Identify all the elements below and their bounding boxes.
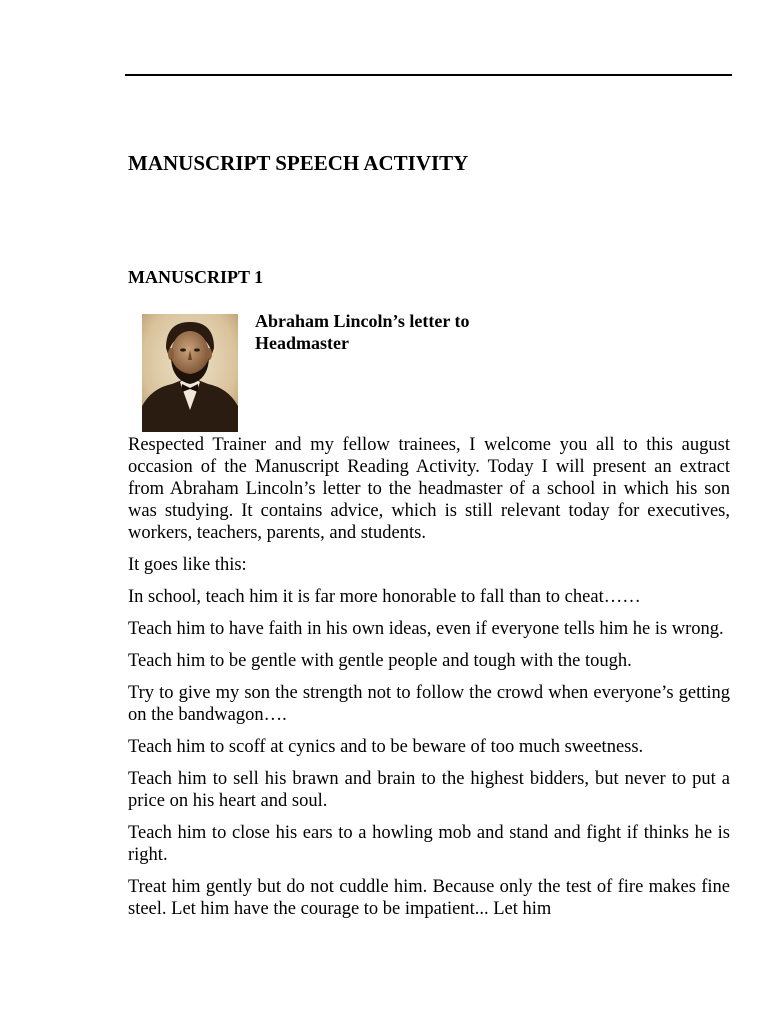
section-heading: MANUSCRIPT 1	[128, 267, 264, 287]
paragraph: In school, teach him it is far more honorable to fall than to cheat……	[128, 587, 641, 607]
portrait-icon	[142, 314, 238, 432]
paragraph: Respected Trainer and my fellow trainees, I welcome you all to this august occasion of the Manuscript Reading Activity. Today I will present an extract from Abraham Lincoln’s letter to the headmaster of a school in which his son was studying. It contains advice, which is still relevant today for executives, workers, teachers, parents, and students.	[128, 435, 730, 543]
paragraph: Teach him to have faith in his own ideas, even if everyone tells him he is wrong.	[128, 619, 724, 639]
paragraph: Treat him gently but do not cuddle him. Because only the test of fire makes fine steel. Let him have the courage to be impatient... Let him	[128, 877, 730, 919]
paragraph: It goes like this:	[128, 555, 247, 575]
paragraph: Teach him to scoff at cynics and to be beware of too much sweetness.	[128, 737, 644, 757]
paragraph: Teach him to sell his brawn and brain to the highest bidders, but never to put a price on his heart and soul.	[128, 769, 730, 811]
paragraph: Try to give my son the strength not to follow the crowd when everyone’s getting on the bandwagon….	[128, 683, 730, 725]
paragraph: Teach him to close his ears to a howling mob and stand and fight if thinks he is right.	[128, 823, 730, 865]
paragraph: Teach him to be gentle with gentle people and tough with the tough.	[128, 651, 632, 671]
speech-body	[128, 434, 730, 930]
header-rule	[125, 74, 732, 76]
lincoln-portrait-image	[142, 314, 238, 432]
page-title: MANUSCRIPT SPEECH ACTIVITY	[128, 151, 469, 175]
letter-title: Abraham Lincoln’s letter to Headmaster	[255, 311, 470, 353]
